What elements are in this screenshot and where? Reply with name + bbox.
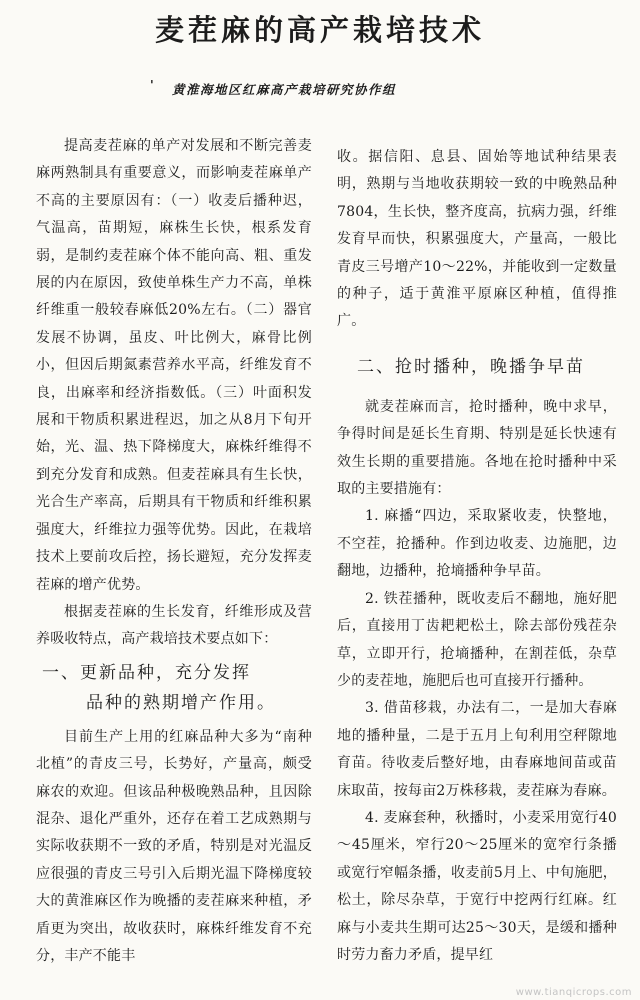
watermark: www.tianqicrops.com <box>515 987 632 998</box>
section-heading-1-line1: 一、更新品种，充分发挥 <box>42 662 251 683</box>
section-heading-1 <box>36 658 312 718</box>
measure-item-2: 2. 铁茬播种，既收麦后不翻地，施好肥后，直接用丁齿耙耙松土，除去部份残茬杂草，立即开行，抢墒播种，在割茬低，杂草少的麦茬地，施肥后也可直接开行播种。 <box>337 590 617 689</box>
measure-item-3: 3. 借苗移栽，办法有二，一是加大春麻地的播种量，二是于五月上旬利用空秤隙地育苗。待收麦后整好地，由春麻地间苗或苗床取苗，按每亩2万株移栽，麦茬麻为春麻。 <box>337 700 617 799</box>
section-heading-2: 二、抢时播种，晚播争早苗 <box>357 356 585 377</box>
intro-paragraph-2: 根据麦茬麻的生长发育，纤维形成及营养吸收特点，高产栽培技术要点如下： <box>36 603 312 648</box>
section2-intro-paragraph: 就麦茬麻而言，抢时播种，晚中求早，争得时间是延长生育期、特别是延长快速有效生长期的重要措施。各地在抢时播种中采取的主要措施有： <box>337 398 617 498</box>
measure-item-4: 4. 麦麻套种，秋播时，小麦采用宽行40～45厘米，窄行20～25厘米的宽窄行条播或宽行窄幅条播，收麦前5月上、中旬施肥，松土，除尽杂草，于宽行中挖两行红麻。红麻与小麦共生期可达25～30天，是缓和播种时劳力畜力矛盾，提早红 <box>337 809 617 963</box>
intro-paragraph: 提高麦茬麻的单产对发展和不断完善麦麻两熟制具有重要意义，而影响麦茬麻单产不高的主要原因有：（一）收麦后播种迟，气温高，苗期短，麻株生长快，根系发育弱，是制约麦茬麻个体不能向高、粗、重发展的内在原因，致使单株生产力不高，单株纤维重一般较春麻低20%左右。（二）器官发展不协调，虽皮、叶比例大，麻骨比例小，但因后期氮素营养水平高，纤维发育不良，出麻率和经济指数低。（三）叶面积发展和干物质积累进程迟，加之从8月下旬开始，光、温、热下降梯度大，麻株纤维得不到充分发育和成熟。但麦茬麻具有生长快，光合生产率高，后期具有干物质和纤维积累强度大，纤维拉力强等优势。因此，在栽培技术上要前攻后控，扬长避短，充分发挥麦茬麻的增产优势。 <box>36 138 312 593</box>
article-title: 麦茬麻的高产栽培技术 <box>154 13 485 47</box>
section1-paragraph: 目前生产上用的红麻品种大多为“南种北植”的青皮三号，长势好，产量高，颇受麻农的欢迎。但该品种极晚熟品种，且因除混杂、退化严重外，还存在着工艺成熟期与实际收获期不一致的矛盾，特别是对光温反应很强的青皮三号引入后期光温下降梯度较大的黄淮麻区作为晚播的麦茬麻来种植，矛盾更为突出，故收获时，麻株纤维发育不充分，丰产不能丰 <box>36 728 312 964</box>
measure-item-1: 1. 麻播“四边，采取紧收麦，快整地，不空茬，抢播种。作到边收麦、边施肥，边翻地，边播种，抢墒播种争早苗。 <box>337 508 617 580</box>
section-heading-1-line2: 品种的熟期增产作用。 <box>86 692 276 713</box>
article-author: 黄淮海地区红麻高产栽培研究协作组 <box>172 82 397 97</box>
section1-paragraph-continued: 收。据信阳、息县、固始等地试种结果表明，熟期与当地收获期较一致的中晚熟品种7804，生长快，整齐度高，抗病力强，纤维发育早而快，积累强度大，产量高，一般比青皮三号增产10～22%，并能收到一定数量的种子，适于黄淮平原麻区种植，值得推广。 <box>337 149 617 330</box>
left-column <box>36 133 312 970</box>
right-column <box>337 144 617 969</box>
author-mark: ' <box>150 78 154 92</box>
